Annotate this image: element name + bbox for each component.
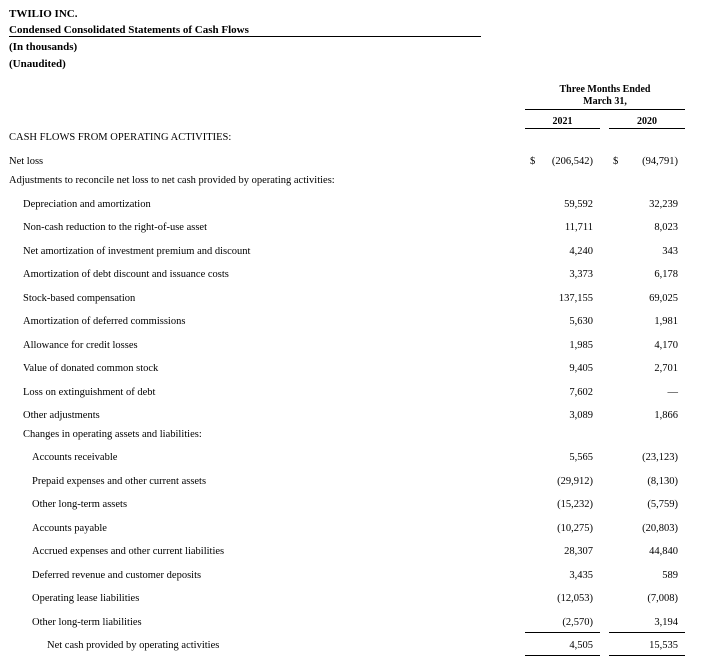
value-2020: (23,123) bbox=[642, 452, 678, 463]
value-2020: 2,701 bbox=[654, 363, 678, 374]
row-label: Stock-based compensation bbox=[23, 293, 136, 304]
table-row bbox=[0, 340, 705, 356]
period-line2: March 31, bbox=[583, 96, 627, 107]
value-2021: 59,592 bbox=[564, 199, 593, 210]
table-row bbox=[0, 499, 705, 515]
table-row bbox=[0, 316, 705, 332]
value-2021: 3,089 bbox=[569, 410, 593, 421]
table-row bbox=[0, 546, 705, 562]
row-label: Accounts receivable bbox=[32, 452, 118, 463]
subtotal-rule-2020 bbox=[609, 632, 685, 633]
company-name: TWILIO INC. bbox=[9, 8, 78, 20]
row-label: Deferred revenue and customer deposits bbox=[32, 570, 202, 581]
row-label: Other adjustments bbox=[23, 410, 100, 421]
year-2020-header: 2020 bbox=[637, 116, 657, 127]
value-2021: 11,711 bbox=[564, 222, 593, 233]
year-2021-rule bbox=[525, 128, 600, 129]
value-2020: 1,866 bbox=[654, 410, 678, 421]
row-label: Loss on extinguishment of debt bbox=[23, 387, 156, 398]
value-2020: (94,791) bbox=[642, 156, 678, 167]
total-rule-2020 bbox=[609, 655, 685, 656]
table-row-total bbox=[0, 640, 705, 656]
row-label: Amortization of deferred commissions bbox=[23, 316, 186, 327]
row-label: Accounts payable bbox=[32, 523, 107, 534]
row-label: Prepaid expenses and other current assets bbox=[32, 476, 207, 487]
period-line1: Three Months Ended bbox=[559, 84, 651, 95]
value-2021: 9,405 bbox=[569, 363, 593, 374]
section-title: CASH FLOWS FROM OPERATING ACTIVITIES: bbox=[9, 132, 232, 143]
value-2020: 8,023 bbox=[654, 222, 678, 233]
value-2021: (10,275) bbox=[557, 523, 593, 534]
row-label: Value of donated common stock bbox=[23, 363, 159, 374]
dollar-sign-2021: $ bbox=[530, 156, 536, 167]
value-2020: (8,130) bbox=[647, 476, 678, 487]
row-label: Operating lease liabilities bbox=[32, 593, 140, 604]
row-label: Allowance for credit losses bbox=[23, 340, 138, 351]
row-label: Accrued expenses and other current liabilities bbox=[32, 546, 225, 557]
table-row bbox=[0, 570, 705, 586]
value-2021: (206,542) bbox=[551, 156, 593, 167]
table-row bbox=[0, 476, 705, 492]
statement-title: Condensed Consolidated Statements of Cash Flows bbox=[9, 24, 249, 36]
table-row bbox=[0, 429, 705, 445]
row-label: Net amortization of investment premium and discount bbox=[23, 246, 251, 257]
value-2020: — bbox=[667, 387, 678, 398]
units-note: (In thousands) bbox=[9, 41, 78, 53]
value-2021: 7,602 bbox=[569, 387, 593, 398]
year-2021-header: 2021 bbox=[552, 116, 573, 127]
value-2021: (12,053) bbox=[557, 593, 593, 604]
value-2021: 5,565 bbox=[569, 452, 593, 463]
value-2020: 1,981 bbox=[654, 316, 678, 327]
table-row bbox=[0, 199, 705, 215]
value-2021: 1,985 bbox=[569, 340, 593, 351]
row-label: Adjustments to reconcile net loss to net cash provided by operating activities: bbox=[9, 175, 335, 186]
row-label: Net cash provided by operating activities bbox=[47, 640, 220, 651]
value-2021: 3,373 bbox=[569, 269, 593, 280]
table-row bbox=[0, 156, 705, 172]
value-2020: 6,178 bbox=[654, 269, 678, 280]
dollar-sign-2020: $ bbox=[613, 156, 619, 167]
total-rule-2021 bbox=[525, 655, 600, 656]
value-2020: (20,803) bbox=[642, 523, 678, 534]
value-2021: (15,232) bbox=[557, 499, 593, 510]
value-2021: 4,505 bbox=[569, 640, 593, 651]
table-row bbox=[0, 175, 705, 191]
table-row bbox=[0, 246, 705, 262]
value-2021: (2,570) bbox=[562, 617, 593, 628]
value-2021: 137,155 bbox=[558, 293, 593, 304]
value-2021: 28,307 bbox=[564, 546, 593, 557]
table-row bbox=[0, 452, 705, 468]
row-label: Net loss bbox=[9, 156, 44, 167]
value-2020: 343 bbox=[662, 246, 678, 257]
table-row bbox=[0, 269, 705, 285]
year-2020-rule bbox=[609, 128, 685, 129]
period-header bbox=[525, 84, 685, 108]
value-2021: (29,912) bbox=[557, 476, 593, 487]
period-rule bbox=[525, 109, 685, 110]
table-row bbox=[0, 293, 705, 309]
row-label: Changes in operating assets and liabilities: bbox=[23, 429, 202, 440]
value-2020: 32,239 bbox=[649, 199, 678, 210]
row-label: Other long-term liabilities bbox=[32, 617, 142, 628]
table-row bbox=[0, 387, 705, 403]
value-2020: 44,840 bbox=[649, 546, 678, 557]
table-row bbox=[0, 222, 705, 238]
value-2021: 3,435 bbox=[569, 570, 593, 581]
subtotal-rule-2021 bbox=[525, 632, 600, 633]
row-label: Non-cash reduction to the right-of-use asset bbox=[23, 222, 207, 233]
table-row bbox=[0, 410, 705, 426]
table-row bbox=[0, 617, 705, 633]
value-2020: (5,759) bbox=[647, 499, 678, 510]
value-2020: (7,008) bbox=[647, 593, 678, 604]
table-row bbox=[0, 593, 705, 609]
value-2020: 3,194 bbox=[654, 617, 678, 628]
value-2021: 5,630 bbox=[569, 316, 593, 327]
section-title-row bbox=[0, 132, 705, 148]
value-2020: 589 bbox=[662, 570, 678, 581]
value-2020: 15,535 bbox=[649, 640, 678, 651]
title-underline bbox=[9, 36, 481, 37]
table-row bbox=[0, 363, 705, 379]
row-label: Depreciation and amortization bbox=[23, 199, 151, 210]
audit-note: (Unaudited) bbox=[9, 58, 66, 70]
row-label: Other long-term assets bbox=[32, 499, 128, 510]
value-2021: 4,240 bbox=[569, 246, 593, 257]
row-label: Amortization of debt discount and issuance costs bbox=[23, 269, 229, 280]
value-2020: 4,170 bbox=[654, 340, 678, 351]
table-row bbox=[0, 523, 705, 539]
value-2020: 69,025 bbox=[649, 293, 678, 304]
